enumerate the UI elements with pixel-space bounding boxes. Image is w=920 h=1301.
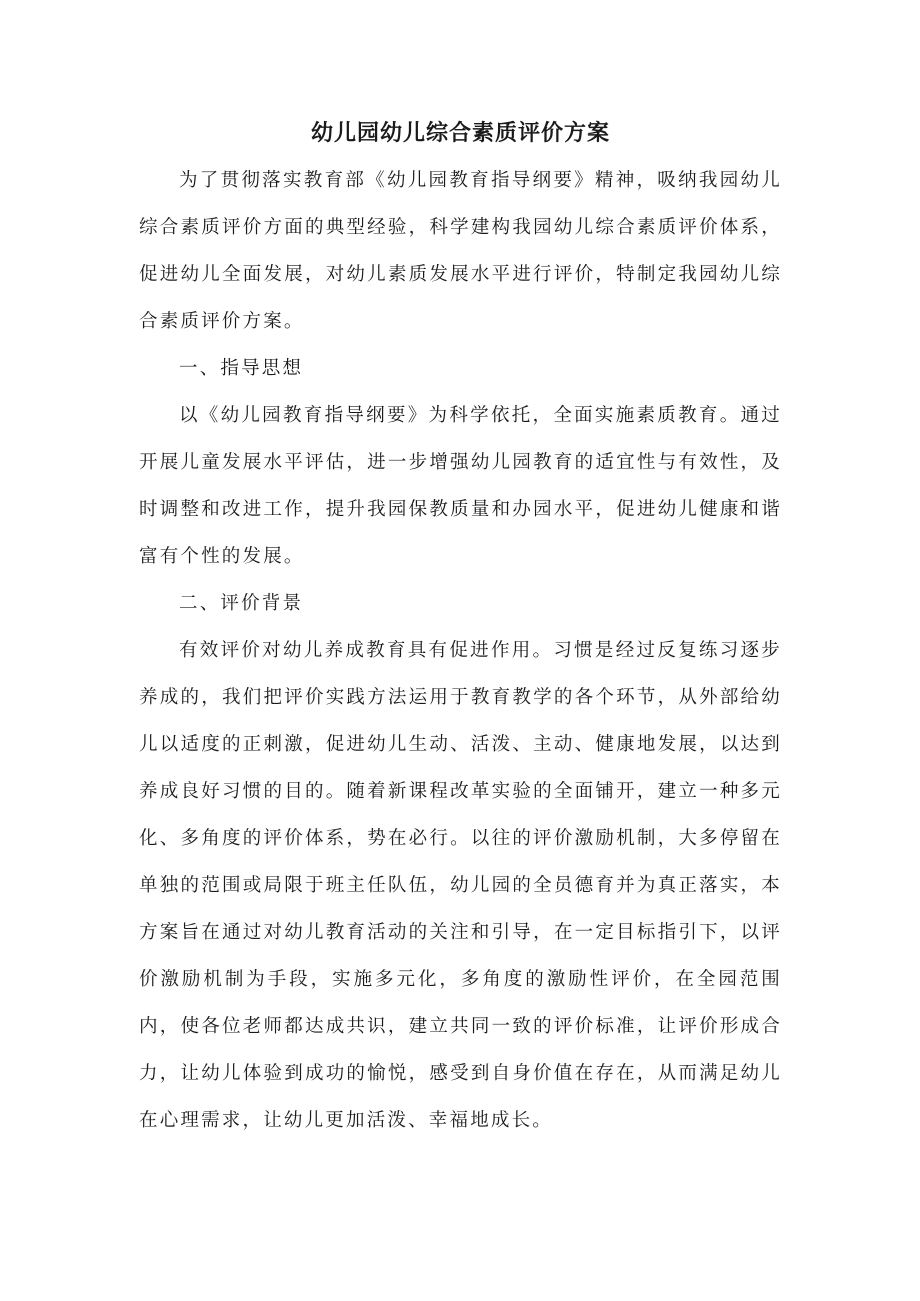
document-page [139, 111, 782, 1144]
section-body-evaluation-background: 有效评价对幼儿养成教育具有促进作用。习惯是经过反复练习逐步养成的，我们把评价实践方法运用于教育教学的各个环节，从外部给幼儿以适度的正刺激，促进幼儿生动、活泼、主动、健康地发展，以达到养成良好习惯的目的。随着新课程改革实验的全面铺开，建立一种多元化、多角度的评价体系，势在必行。以往的评价激励机制，大多停留在单独的范围或局限于班主任队伍，幼儿园的全员德育并为真正落实，本方案旨在通过对幼儿教育活动的关注和引导，在一定目标指引下，以评价激励机制为手段，实施多元化，多角度的激励性评价，在全园范围内，使各位老师都达成共识，建立共同一致的评价标准，让评价形成合力，让幼儿体验到成功的愉悦，感受到自身价值在存在，从而满足幼儿在心理需求，让幼儿更加活泼、幸福地成长。 [139, 640, 782, 1131]
section-heading-evaluation-background: 二、评价背景 [179, 593, 304, 614]
section-heading-guiding-ideology: 一、指导思想 [179, 358, 304, 379]
intro-paragraph: 为了贯彻落实教育部《幼儿园教育指导纲要》精神，吸纳我园幼儿综合素质评价方面的典型经验，科学建构我园幼儿综合素质评价体系，促进幼儿全面发展，对幼儿素质发展水平进行评价，特制定我园幼儿综合素质评价方案。 [139, 170, 782, 332]
document-title: 幼儿园幼儿综合素质评价方案 [310, 121, 610, 146]
section-body-guiding-ideology: 以《幼儿园教育指导纲要》为科学依托，全面实施素质教育。通过开展儿童发展水平评估，进一步增强幼儿园教育的适宜性与有效性，及时调整和改进工作，提升我园保教质量和办园水平，促进幼儿健康和谐富有个性的发展。 [139, 405, 782, 567]
